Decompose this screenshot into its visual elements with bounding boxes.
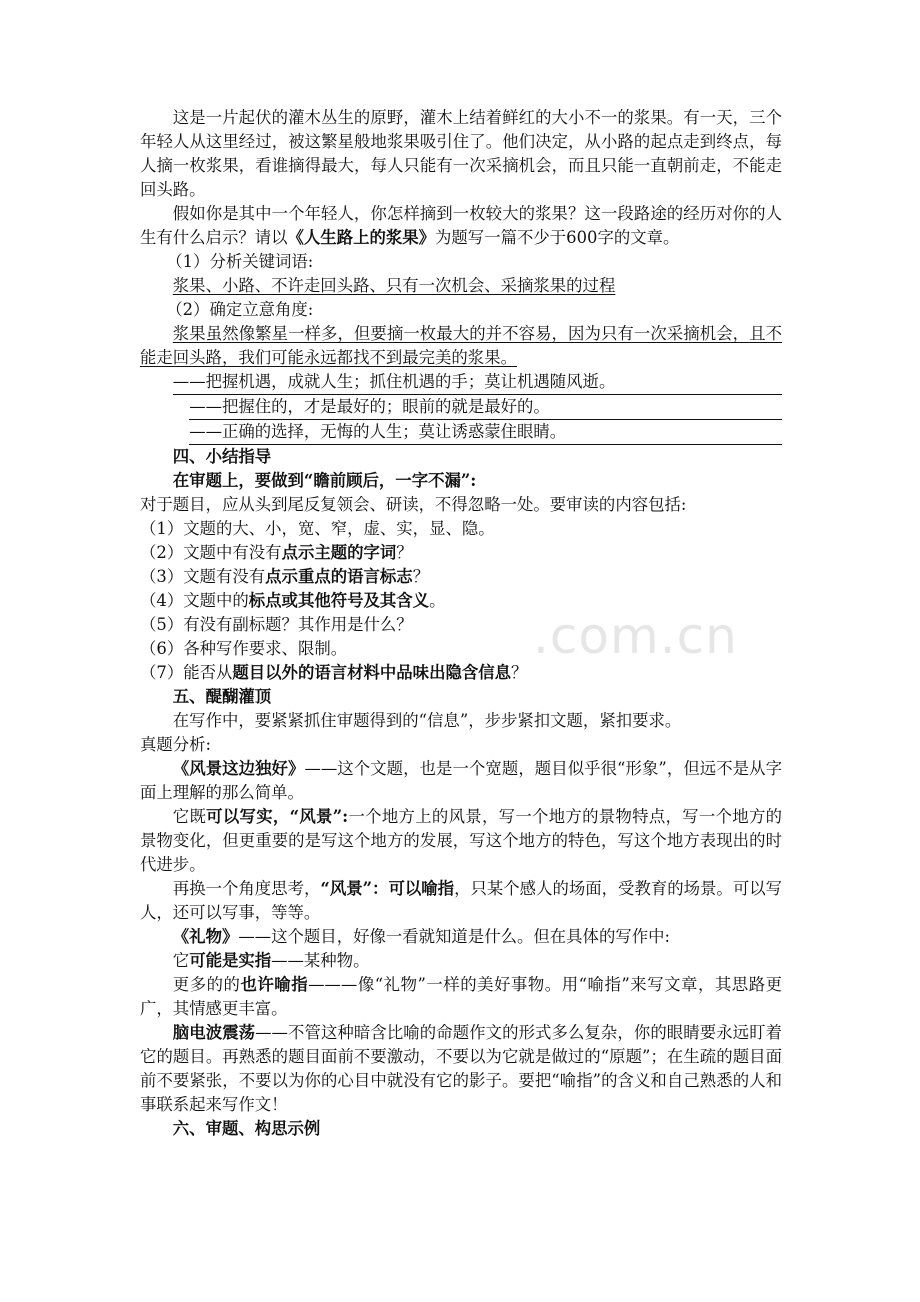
angle-2: ——把握住的，才是最好的；眼前的就是最好的。: [189, 395, 782, 420]
document-page: [140, 106, 782, 1141]
section4-lead: 对于题目，应从头到尾反复领会、研读，不得忽略一处。要审读的内容包括:: [140, 495, 687, 514]
section5-paragraph-5: [140, 877, 782, 925]
intro-paragraph-1: 这是一片起伏的灌木丛生的原野，灌木上结着鲜红的大小不一的浆果。有一天，三个年轻人从这里经过，被这繁星般地浆果吸引住了。他们决定，从小路的起点走到终点，每人摘一枚浆果，看谁摘得最大，每人只能有一次采摘机会，而且只能一直朝前走，不能走回头路。: [140, 108, 782, 199]
list-item-end: ？: [412, 567, 430, 586]
list-item-text: （6）各种写作要求、限制。: [140, 639, 348, 658]
intro-p2-after: 为题写一篇不少于600字的文章。: [435, 228, 680, 247]
list-item-bold: 点示主题的字词: [281, 543, 397, 562]
section4-list: [140, 517, 782, 685]
list-item: [140, 589, 782, 613]
list-item: [140, 565, 782, 589]
paragraph-bold: 也许喻指: [240, 975, 309, 994]
list-item: [140, 613, 782, 637]
watermark-text: .com.cn: [533, 607, 738, 665]
section6-heading: 六、审题、构思示例: [172, 1119, 321, 1138]
example-title-2: 《礼物》: [172, 927, 239, 946]
section4-subheading: 在审题上，要做到“瞻前顾后，一字不漏”:: [172, 471, 477, 490]
list-item: [140, 517, 782, 541]
paragraph-text: ———像“礼物”一样的美好事物。用“喻指”来写文章，其思路更广，其情感更丰富。: [140, 975, 783, 1018]
list-item: [140, 637, 782, 661]
list-item-text: （7）能否从: [140, 663, 233, 682]
list-item-end: ？: [396, 543, 413, 562]
intro-p2-before: 假如你是其中一个年轻人，你怎样摘到一枚较大的浆果？这一段路途的经历对你的人生有什么启示？请以: [140, 204, 782, 247]
list-item-bold: 标点或其他符号及其含义: [248, 591, 430, 610]
angle-1: ——把握机遇，成就人生；抓住机遇的手；莫让机遇随风逝。: [173, 370, 782, 395]
paragraph-text: ——这个题目，好像一看就知道是什么。但在具体的写作中:: [238, 927, 671, 946]
paragraph-text: 更多的的: [172, 975, 241, 994]
section5-paragraph-4: [140, 805, 782, 877]
angle-underlined: 浆果虽然像繁星一样多，但要摘一枚最大的并不容易，因为只有一次采摘机会，且不能走回头路，我们可能永远都找不到最完美的浆果。: [140, 324, 782, 367]
section4-heading: 四、小结指导: [172, 447, 272, 466]
list-item: [140, 541, 782, 565]
paragraph-text: ——这个文题，也是一个宽题，题目似乎很“形象”，但远不是从字面上理解的那么简单。: [140, 759, 782, 802]
analysis-step1-label: （1）分析关键词语:: [166, 252, 314, 271]
angle-3: ——正确的选择，无悔的人生；莫让诱惑蒙住眼睛。: [189, 420, 782, 445]
list-item-end: 。: [429, 591, 446, 610]
section5-paragraph-8: [140, 973, 782, 1021]
keywords-underlined: 浆果、小路、不许走回头路、只有一次机会、采摘浆果的过程: [172, 276, 616, 295]
paragraph-text: 它既: [172, 807, 207, 826]
paragraph-text: ，只某个感人的场面，受教育的场景。可以写人，还可以写事，等等。: [140, 879, 783, 922]
list-item-text: （3）文题有没有: [140, 567, 266, 586]
analysis-step2-content: [140, 322, 782, 370]
section5-paragraph-2: 真题分析:: [140, 735, 212, 754]
paragraph-text: ——某种物。: [271, 951, 370, 970]
paragraph-text: 它: [172, 951, 190, 970]
list-item-bold: 题目以外的语言材料中品味出隐含信息: [232, 663, 512, 682]
list-item-text: （1）文题的大、小，宽、窄，虚、实，显、隐。: [140, 519, 495, 538]
section5-heading: 五、醍醐灌顶: [172, 687, 272, 706]
angle-line-3: [140, 420, 782, 445]
section5-paragraph-6: [140, 925, 782, 949]
paragraph-bold: 可以写实，“风景”:: [206, 807, 349, 826]
section5-paragraph-1: 在写作中，要紧紧抓住审题得到的“信息”，步步紧扣文题，紧扣要求。: [172, 711, 682, 730]
list-item-text: （2）文题中有没有: [140, 543, 282, 562]
essay-title: 《人生路上的浆果》: [287, 228, 436, 247]
paragraph-bold: 可能是实指: [189, 951, 272, 970]
section5-paragraph-3: [140, 757, 782, 805]
paragraph-bold: 脑电波震荡: [172, 1023, 256, 1042]
section5-paragraph-9: [140, 1021, 782, 1117]
paragraph-bold: “风景”：可以喻指: [320, 879, 455, 898]
example-title-1: 《风景这边独好》: [172, 759, 305, 778]
paragraph-text: ——不管这种暗含比喻的命题作文的形式多么复杂，你的眼睛要永远盯着它的题目。再熟悉的题目面前不要激动，不要以为它就是做过的“原题”；在生疏的题目面前不要紧张，不要以为你的心目中就没有它的影子。要把“喻指”的含义和自己熟悉的人和事联系起来写作文！: [140, 1023, 783, 1114]
section5-paragraph-7: [140, 949, 782, 973]
list-item-text: （4）文题中的: [140, 591, 249, 610]
list-item-bold: 点示重点的语言标志: [265, 567, 413, 586]
paragraph-text: 再换一个角度思考，: [172, 879, 321, 898]
list-item-text: （5）有没有副标题？其作用是什么？: [140, 615, 413, 634]
intro-paragraph-2: [140, 202, 782, 250]
list-item: [140, 661, 782, 685]
angle-line-1: [140, 370, 782, 395]
paragraph-text: 一个地方上的风景，写一个地方的景物特点，写一个地方的景物变化，但更重要的是写这个地方的发展，写这个地方的特色，写这个地方表现出的时代进步。: [140, 807, 783, 874]
list-item-end: ？: [511, 663, 528, 682]
analysis-step1-content: [140, 274, 782, 298]
angle-line-2: [140, 395, 782, 420]
analysis-step2-label: （2）确定立意角度:: [166, 300, 314, 319]
